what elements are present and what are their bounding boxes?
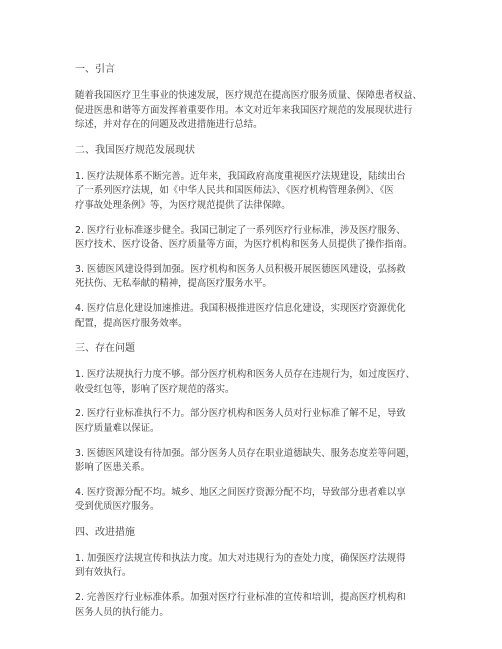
paragraph-status-4: 4. 医疗信息化建设加速推进。我国积极推进医疗信息化建设，实现医疗资源优化 配置，提高医疗服务效率。 bbox=[75, 302, 406, 329]
section-heading-problems: 三、存在问题 bbox=[75, 343, 135, 355]
paragraph-problems-2: 2. 医疗行业标准执行不力。部分医疗机构和医务人员对行业标准了解不足，导致 医疗质量难以保证。 bbox=[75, 408, 406, 434]
paragraph-status-1: 1. 医疗法规体系不断完善。近年来，我国政府高度重视医疗法规建设，陆续出台 了一系列医疗法规，如《中华人民共和国医师法》、《医疗机构管理条例》、《医 疗事故处理条例》等，为医疗规范提供了法律保障。 bbox=[75, 170, 406, 211]
section-heading-intro: 一、引言 bbox=[75, 64, 115, 75]
paragraph-status-2: 2. 医疗行业标准逐步健全。我国已制定了一系列医疗行业标准，涉及医疗服务、 医疗技术、医疗设备、医疗质量等方面，为医疗机构和医务人员提供了操作指南。 bbox=[75, 224, 413, 251]
paragraph-problems-1: 1. 医疗法规执行力度不够。部分医疗机构和医务人员存在违规行为，如过度医疗、 收受红包等，影响了医疗规范的落实。 bbox=[75, 369, 416, 395]
section-heading-measures: 四、改进措施 bbox=[75, 526, 135, 538]
paragraph-measures-1: 1. 加强医疗法规宣传和执法力度。加大对违规行为的查处力度，确保医疗法规得 到有效执行。 bbox=[75, 552, 406, 579]
paragraph-measures-2: 2. 完善医疗行业标准体系。加强对医疗行业标准的宣传和培训，提高医疗机构和 医务人员的执行能力。 bbox=[75, 592, 406, 618]
section-heading-status: 二、我国医疗规范发展现状 bbox=[75, 144, 195, 156]
paragraph-status-3: 3. 医德医风建设得到加强。医疗机构和医务人员积极开展医德医风建设，弘扬救 死扶伤、无私奉献的精神，提高医疗服务水平。 bbox=[75, 263, 406, 290]
paragraph-intro: 随着我国医疗卫生事业的快速发展，医疗规范在提高医疗服务质量、保障患者权益、 促进医患和谐等方面发挥着重要作用。本文对近年来我国医疗规范的发展现状进行 综述，并对存在的问题及改进措施进行总结。 bbox=[75, 90, 422, 131]
paragraph-problems-4: 4. 医疗资源分配不均。城乡、地区之间医疗资源分配不均，导致部分患者难以享 受到优质医疗服务。 bbox=[75, 486, 406, 513]
paragraph-problems-3: 3. 医德医风建设有待加强。部分医务人员存在职业道德缺失、服务态度差等问题， 影响了医患关系。 bbox=[75, 447, 416, 474]
